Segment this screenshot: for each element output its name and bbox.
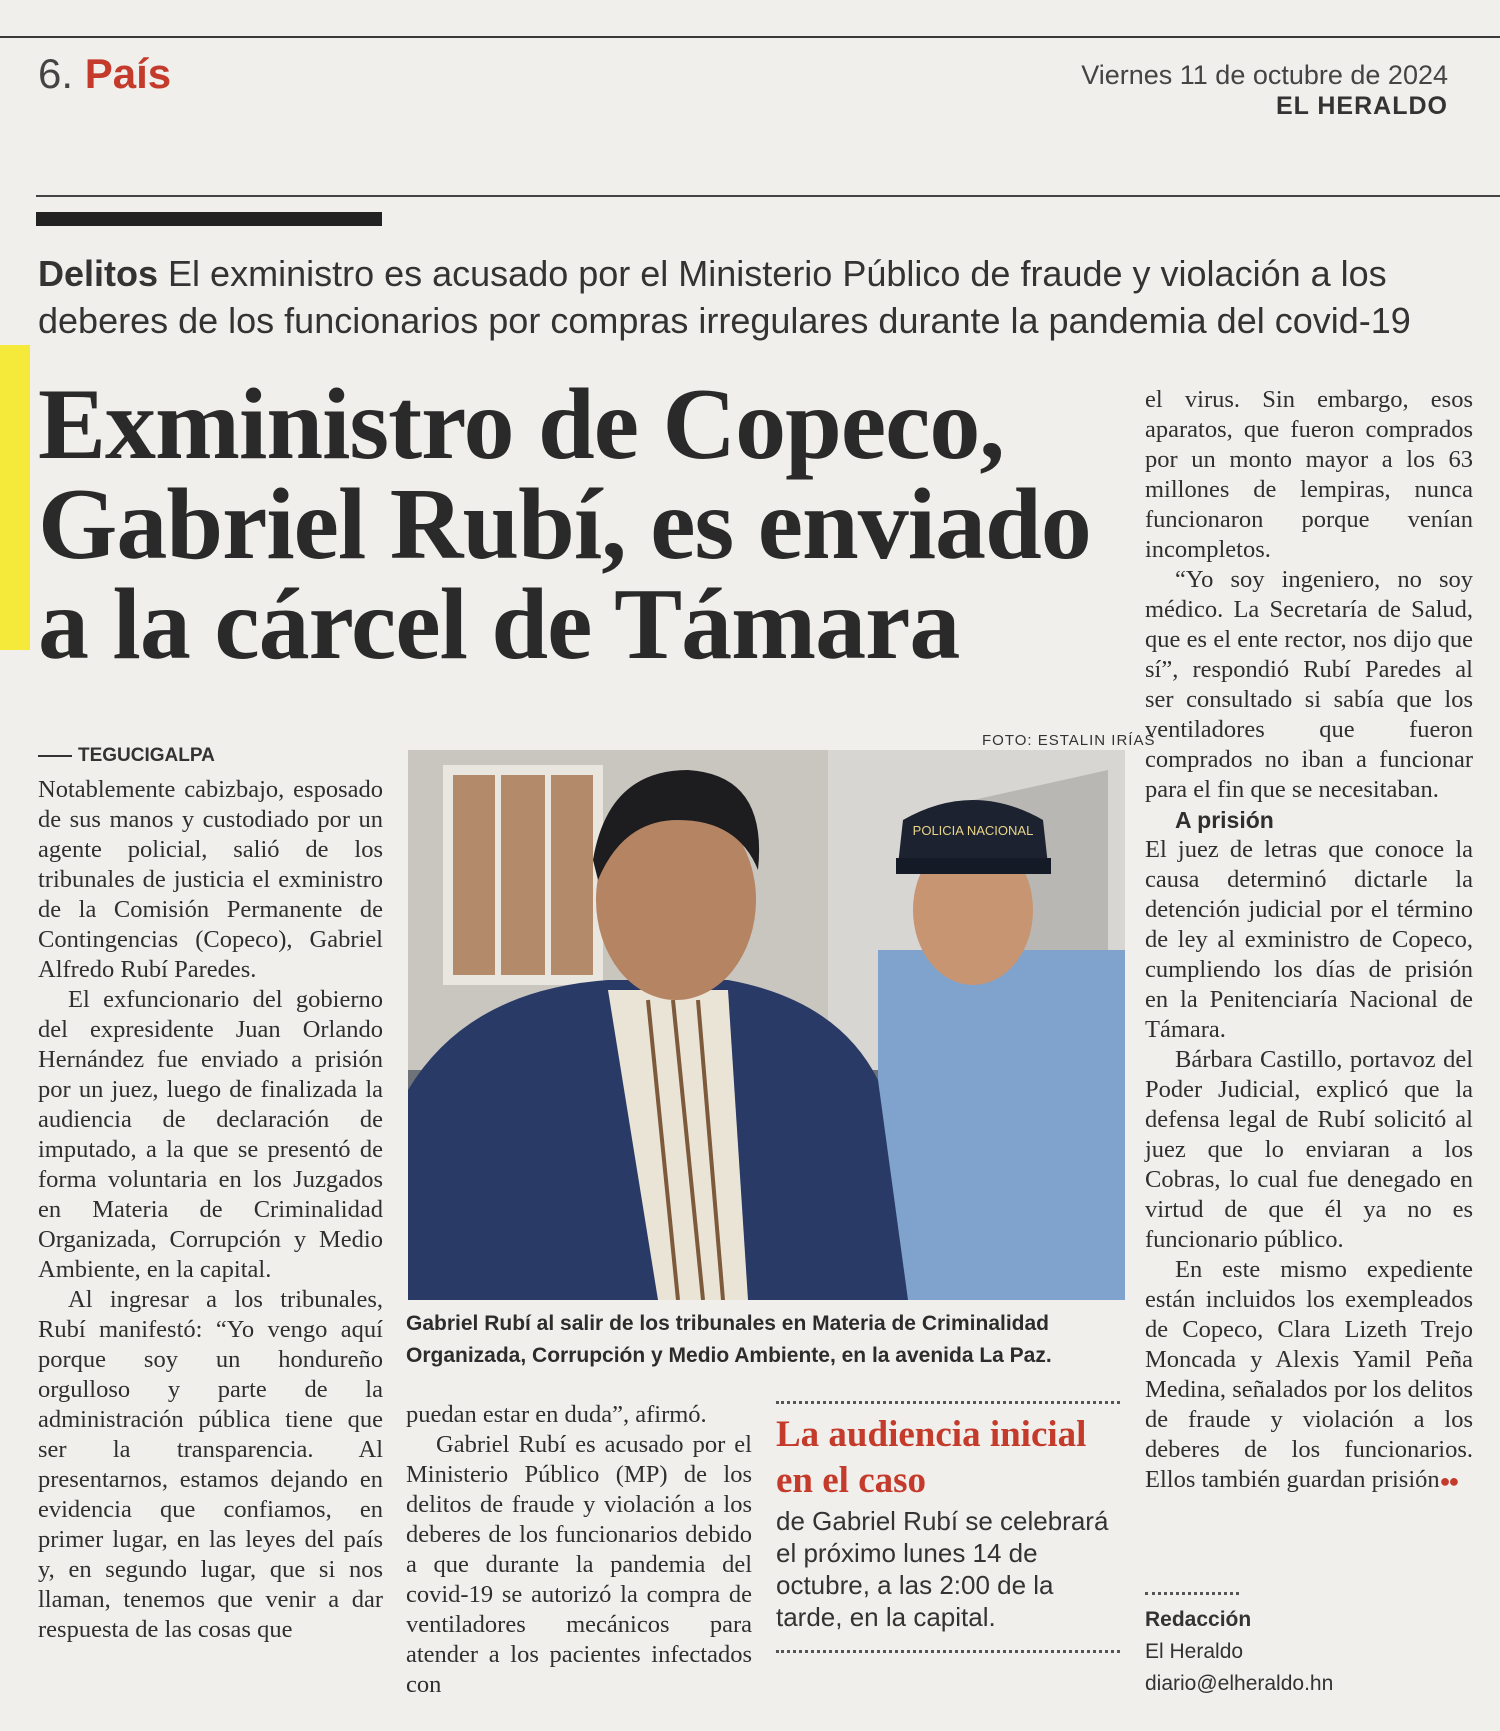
article-column-1 bbox=[38, 775, 383, 1645]
paragraph: El juez de letras que conoce la causa determinó dictarle la detención judicial por el término de ley al exministro de Copeco, cumpliendo los días de prisión en la Penitenciaría Nacional de Támara. bbox=[1145, 836, 1473, 1043]
paragraph: El exfuncionario del gobierno del expresidente Juan Orlando Hernández fue enviado a prisión por un juez, luego de finalizada la audiencia de declaración de imputado, a la que se presentó de forma voluntaria en los Juzgados en Materia de Criminalidad Organizada, Corrupción y Medio Ambiente, en la capital. bbox=[38, 986, 383, 1283]
section-rule bbox=[36, 195, 1500, 197]
badge-text: POLICIA NACIONAL bbox=[912, 823, 1034, 838]
photo-caption: Gabriel Rubí al salir de los tribunales en Materia de Criminalidad Organizada, Corrupción y Medio Ambiente, en la avenida La Paz. bbox=[406, 1312, 1052, 1367]
byline-label: Redacción bbox=[1145, 1608, 1252, 1631]
section-name: País bbox=[84, 50, 172, 97]
highlight-box-body: de Gabriel Rubí se celebrará el próximo lunes 14 de octubre, a las 2:00 de la tarde, en la capital. bbox=[776, 1506, 1109, 1632]
paragraph: “Yo soy ingeniero, no soy médico. La Secretaría de Salud, que es el ente rector, nos dijo que sí”, respondió Rubí Paredes al ser consultado si sabía que los ventiladores que fueron comprados no iban a funcionar para el fin que se necesitaban. bbox=[1145, 566, 1473, 803]
subheading: A prisión bbox=[1175, 807, 1274, 833]
page-number: 6. bbox=[38, 50, 74, 97]
article-column-2 bbox=[406, 1400, 752, 1700]
byline-email: diario@elheraldo.hn bbox=[1145, 1672, 1334, 1695]
article-column-3 bbox=[1145, 385, 1473, 1496]
end-mark-icon: ●● bbox=[1439, 1471, 1458, 1491]
kicker-text: El exministro es acusado por el Ministerio Público de fraude y violación a los deberes de los funcionarios por compras irregulares durante la pandemia del covid-19 bbox=[38, 253, 1411, 341]
kicker bbox=[38, 250, 1468, 344]
paragraph: Gabriel Rubí es acusado por el Ministerio Público (MP) de los delitos de fraude y violación a los deberes de los funcionarios debido a que durante la pandemia del covid-19 se autorizó la compra de ventiladores mecánicos para atender a los pacientes infectados con bbox=[406, 1431, 752, 1698]
news-photo bbox=[408, 750, 1125, 1300]
page-header bbox=[38, 50, 171, 98]
paragraph: Notablemente cabizbajo, esposado de sus manos y custodiado por un agente policial, salió de los tribunales de justicia el exministro de la Comisión Permanente de Contingencias (Copeco), Gabriel Alfredo Rubí Paredes. bbox=[38, 776, 383, 983]
photo-illustration bbox=[408, 750, 1125, 1300]
issue-date: Viernes 11 de octubre de 2024 bbox=[1081, 60, 1448, 90]
byline-name: El Heraldo bbox=[1145, 1640, 1244, 1663]
dateline: TEGUCIGALPA bbox=[38, 745, 215, 767]
box-top-border bbox=[776, 1401, 1120, 1404]
signature-rule bbox=[1145, 1592, 1239, 1595]
paragraph: puedan estar en duda”, afirmó. bbox=[406, 1401, 707, 1428]
headline: Exministro de Copeco, Gabriel Rubí, es enviado a la cárcel de Támara bbox=[38, 368, 1091, 681]
kicker-label: Delitos bbox=[38, 253, 159, 294]
top-rule bbox=[0, 36, 1500, 38]
paragraph: Bárbara Castillo, portavoz del Poder Judicial, explicó que la defensa legal de Rubí solicitó al juez que lo enviaran a los Cobras, lo cual fue denegado en virtud de que él ya no es funcionario público. bbox=[1145, 1046, 1473, 1253]
newspaper-name: EL HERALDO bbox=[1275, 92, 1448, 120]
photo-credit: FOTO: ESTALIN IRÍAS bbox=[982, 732, 1156, 749]
section-thick-rule bbox=[36, 212, 382, 226]
paragraph-text: En este mismo expediente están incluidos los exempleados de Copeco, Clara Lizeth Trejo Moncada y Alexis Yamil Peña Medina, señalados por los delitos de fraude y violación a los deberes de los funcionarios. Ellos también guardan prisión bbox=[1145, 1256, 1473, 1493]
highlight-box-title: La audiencia inicial en el caso bbox=[776, 1414, 1087, 1501]
highlighter-mark bbox=[0, 345, 30, 650]
box-bottom-border bbox=[776, 1650, 1120, 1653]
paragraph: el virus. Sin embargo, esos aparatos, que fueron comprados por un monto mayor a los 63 millones de lempiras, nunca funcionaron porque venían incompletos. bbox=[1145, 386, 1473, 563]
paragraph: Al ingresar a los tribunales, Rubí manifestó: “Yo vengo aquí porque soy un hondureño orgulloso y parte de la administración pública tiene que ser la transparencia. Al presentarnos, estamos dejando en evidencia que confiamos, en primer lugar, en las leyes del país y, en segundo lugar, que si nos llaman, tenemos que venir a dar respuesta de las cosas que bbox=[38, 1286, 383, 1643]
paragraph bbox=[1145, 1255, 1473, 1496]
